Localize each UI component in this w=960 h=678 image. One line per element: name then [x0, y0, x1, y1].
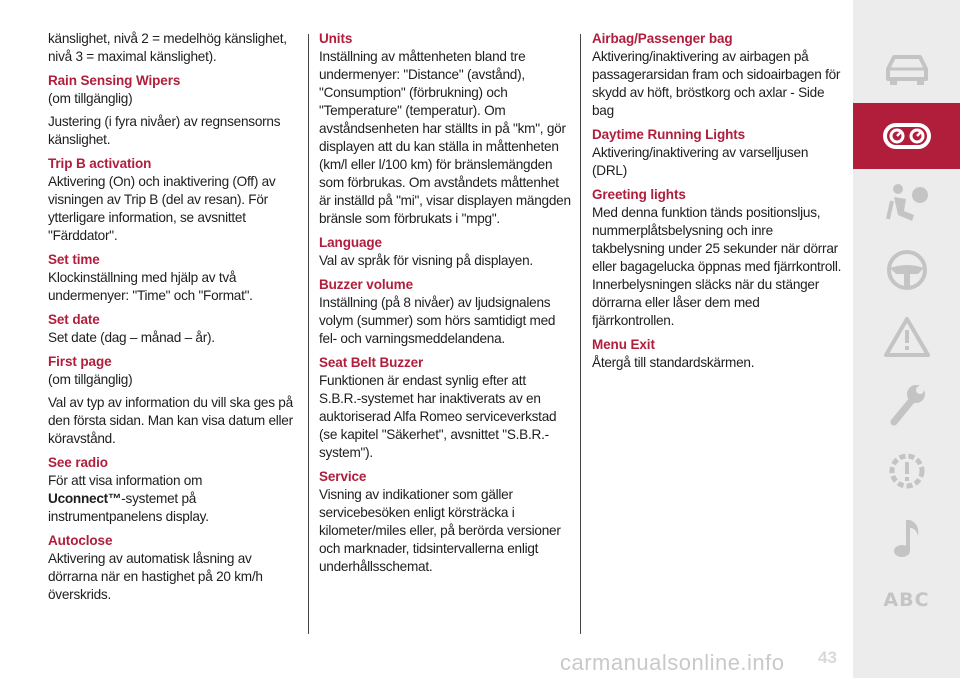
heading-service: Service — [319, 469, 367, 484]
sidebar-tab-index[interactable] — [853, 567, 960, 633]
see-radio-text — [48, 472, 298, 526]
units-text: Inställning av måttenheten bland tre undermenyer: "Distance" (avstånd), "Consumption" (förbrukning) och "Temperature" (temperatur). Om avståndsenheten har ställts in på "km", gör displayen att du kan ställa in måttenheten (km/l eller l/100 km) för bränslemängden som förbrukas. Om avståndets måttenhet är inställd på "mi", visar displayen mängden bränsle som förbrukats i "mpg". — [319, 49, 571, 226]
rain-sensing-text: Justering (i fyra nivåer) av regnsensorns känslighet. — [48, 114, 281, 147]
sidebar-tab-starting-driving[interactable] — [853, 237, 960, 303]
rain-sensing-note: (om tillgänglig) — [48, 91, 133, 106]
column-divider — [580, 34, 581, 634]
trip-b-text: Aktivering (On) och inaktivering (Off) av visningen av Trip B (del av resan). För ytterligare information, se avsnittet "Färddator". — [48, 174, 276, 243]
heading-menu-exit: Menu Exit — [592, 337, 655, 352]
heading-trip-b: Trip B activation — [48, 156, 152, 171]
heading-see-radio: See radio — [48, 455, 108, 470]
car-icon — [882, 47, 932, 91]
index-label: ABC — [883, 589, 930, 611]
heading-greeting-lights: Greeting lights — [592, 187, 686, 202]
sidebar-tab-safety[interactable] — [853, 170, 960, 236]
heading-first-page: First page — [48, 354, 112, 369]
seat-belt-buzzer-text: Funktionen är endast synlig efter att S.B.R.-systemet har inaktiverats av en auktoriserad Alfa Romeo serviceverkstad (se kapitel "Säkerhet", avsnittet "S.B.R.-system"). — [319, 373, 557, 460]
music-note-icon — [882, 516, 932, 560]
column-3 — [592, 30, 842, 372]
intro-text: känslighet, nivå 2 = medelhög känslighet, nivå 3 = maximal känslighet). — [48, 31, 287, 64]
chapter-sidebar — [853, 0, 960, 678]
heading-buzzer-volume: Buzzer volume — [319, 277, 413, 292]
wrench-icon — [882, 382, 932, 426]
first-page-note: (om tillgänglig) — [48, 372, 133, 387]
heading-rain-sensing-wipers: Rain Sensing Wipers — [48, 73, 181, 88]
uconnect-brand: Uconnect™ — [48, 491, 122, 506]
daytime-text: Aktivering/inaktivering av varselljusen (DRL) — [592, 145, 809, 178]
sidebar-tab-car[interactable] — [853, 36, 960, 102]
buzzer-volume-text: Inställning (på 8 nivåer) av ljudsignalens volym (summer) som hörs samtidigt med fel- och varningsmeddelandena. — [319, 295, 556, 346]
see-radio-text-pre: För att visa information om — [48, 473, 203, 488]
heading-seat-belt-buzzer: Seat Belt Buzzer — [319, 355, 424, 370]
set-date-text: Set date (dag – månad – år). — [48, 330, 215, 345]
heading-airbag: Airbag/Passenger bag — [592, 31, 733, 46]
autoclose-text: Aktivering av automatisk låsning av dörrarna när en hastighet på 20 km/h överskrids. — [48, 551, 263, 602]
heading-daytime-running-lights: Daytime Running Lights — [592, 127, 746, 142]
column-2 — [319, 30, 571, 576]
steering-wheel-icon — [882, 248, 932, 292]
heading-units: Units — [319, 31, 353, 46]
page-number: 43 — [818, 648, 837, 667]
heading-autoclose: Autoclose — [48, 533, 113, 548]
column-divider — [308, 34, 309, 634]
sidebar-tab-technical-data[interactable] — [853, 438, 960, 504]
sidebar-tab-instrument-panel[interactable] — [853, 103, 960, 169]
sidebar-tab-warnings[interactable] — [853, 304, 960, 370]
greeting-text: Med denna funktion tänds positionsljus, nummerplåtsbelysning och inre takbelysning under 25 sekunder när dörrar eller bagagelucka öppnas med fjärrkontroll. Innerbelysningen släcks när du stänger dörrarna eller låser dem med fjärrkontrollen. — [592, 205, 842, 328]
instrument-panel-icon — [882, 114, 932, 158]
set-time-text: Klockinställning med hjälp av två undermenyer: "Time" och "Format". — [48, 270, 253, 303]
menu-exit-text: Återgå till standardskärmen. — [592, 355, 755, 370]
airbag-text: Aktivering/inaktivering av airbagen på passagerarsidan fram och sidoairbagen för skydd av höft, bröstkorg och axlar - Side bag — [592, 49, 841, 118]
column-1 — [48, 30, 298, 604]
technical-data-icon — [882, 449, 932, 493]
language-text: Val av språk för visning på displayen. — [319, 253, 533, 268]
heading-language: Language — [319, 235, 382, 250]
sidebar-tab-maintenance[interactable] — [853, 371, 960, 437]
heading-set-date: Set date — [48, 312, 100, 327]
safety-airbag-icon — [882, 181, 932, 225]
service-text: Visning av indikationer som gäller servicebesöken enligt körsträcka i kilometer/miles eller, på berörda versioner och marknader, tidsintervallerna enligt underhållsschemat. — [319, 487, 561, 574]
watermark: carmanualsonline.info — [560, 650, 785, 675]
sidebar-tab-multimedia[interactable] — [853, 505, 960, 571]
heading-set-time: Set time — [48, 252, 100, 267]
warning-triangle-icon — [882, 315, 932, 359]
see-radio-text-post: -systemet på instrumentpanelens display. — [48, 491, 209, 524]
first-page-text: Val av typ av information du vill ska ges på den första sidan. Man kan visa datum eller köravstånd. — [48, 395, 293, 446]
